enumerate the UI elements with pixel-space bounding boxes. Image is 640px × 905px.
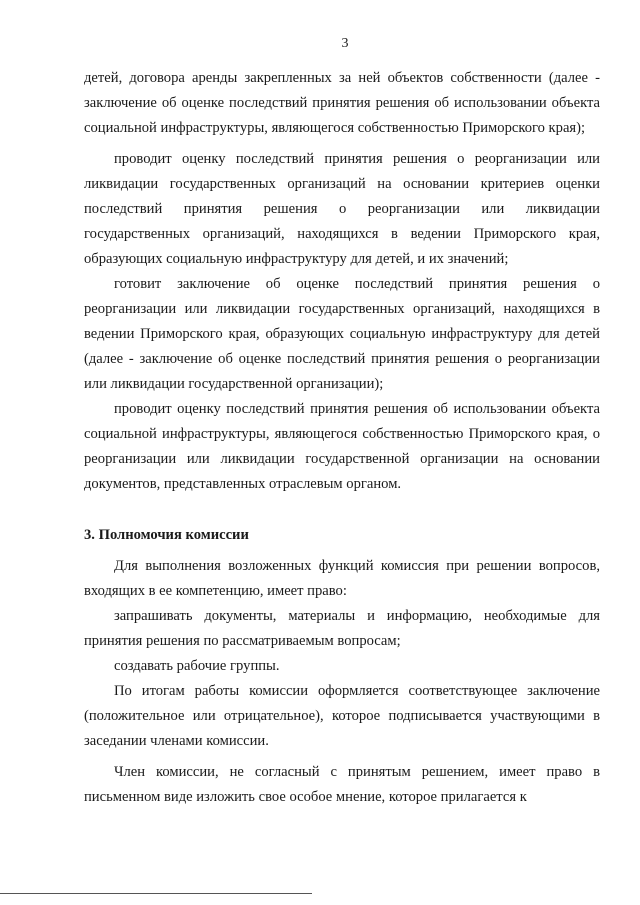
paragraph-rights-intro: Для выполнения возложенных функций комиссия при решении вопросов, входящих в ее компетенцию, имеет право: [84, 558, 600, 599]
paragraph-assess-reorganization: проводит оценку последствий принятия решения о реорганизации или ликвидации государственных организаций на основании критериев оценки последствий принятия решения о реорганизации или ликвидации государственных организаций, находящихся в ведении Приморского края, образующих социальную инфраструктуру для детей, и их значений; [84, 151, 600, 267]
paragraph-assess-use: проводит оценку последствий принятия решения об использовании объекта социальной инфраструктуры, являющегося собственностью Приморского края, о реорганизации или ликвидации государственной организации на основании документов, представленных отраслевым органом. [84, 401, 600, 492]
paragraph-request-documents: запрашивать документы, материалы и информацию, необходимые для принятия решения по рассматриваемым вопросам; [84, 608, 600, 649]
document-body [84, 66, 600, 810]
paragraph-conclusion: По итогам работы комиссии оформляется соответствующее заключение (положительное или отрицательное), которое подписывается участвующими в заседании членами комиссии. [84, 683, 600, 749]
section-heading: 3. Полномочия комиссии [84, 527, 249, 543]
paragraph-dissent: Член комиссии, не согласный с принятым решением, имеет право в письменном виде изложить свое особое мнение, которое прилагается к [84, 764, 600, 805]
paragraph-continuation: детей, договора аренды закрепленных за ней объектов собственности (далее - заключение об оценке последствий принятия решения об использовании объекта социальной инфраструктуры, являющегося собственностью Приморского края); [84, 70, 600, 136]
paragraph-working-groups: создавать рабочие группы. [114, 658, 280, 674]
page-number: 3 [341, 36, 349, 51]
paragraph-prepare-conclusion: готовит заключение об оценке последствий принятия решения о реорганизации или ликвидации государственных организаций, находящихся в ведении Приморского края, образующих социальную инфраструктуру для детей (далее - заключение об оценке последствий принятия решения о реорганизации или ликвидации государственной организации); [84, 276, 600, 392]
footer-divider [0, 893, 312, 894]
